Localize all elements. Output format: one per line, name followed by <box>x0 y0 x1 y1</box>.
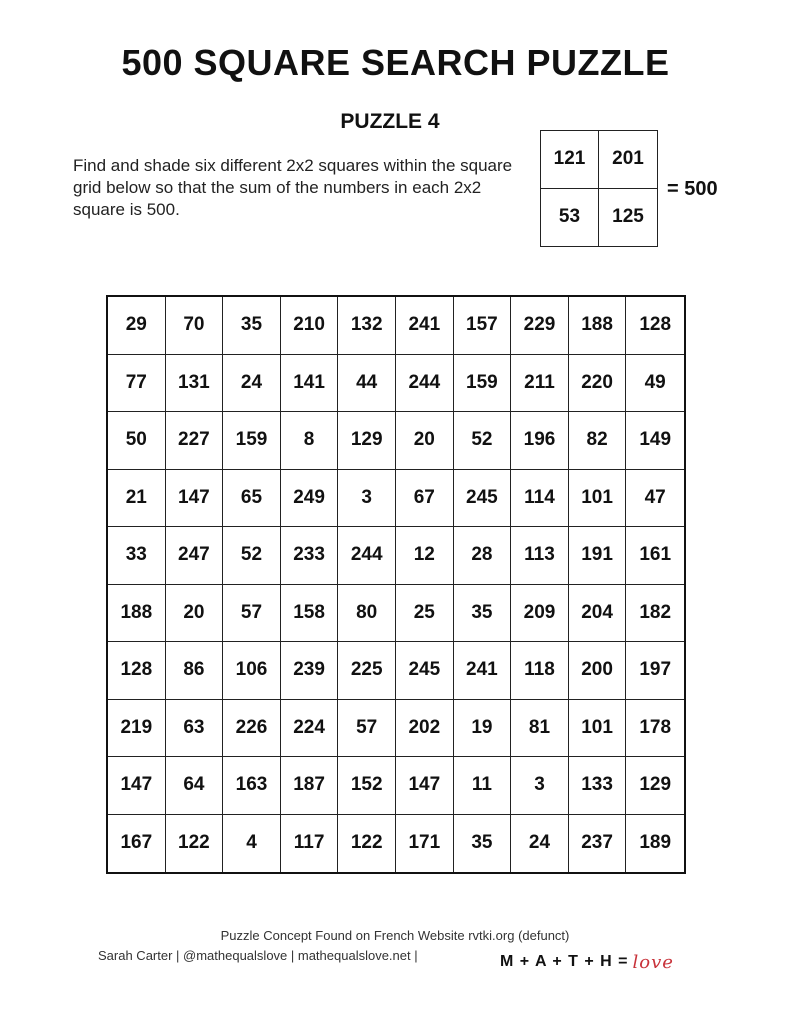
grid-cell[interactable]: 29 <box>108 297 166 355</box>
grid-cell[interactable]: 196 <box>511 412 569 470</box>
grid-cell[interactable]: 163 <box>223 757 281 815</box>
grid-cell[interactable]: 28 <box>454 527 512 585</box>
grid-cell[interactable]: 24 <box>511 815 569 873</box>
grid-cell[interactable]: 25 <box>396 585 454 643</box>
grid-cell[interactable]: 161 <box>626 527 684 585</box>
grid-cell[interactable]: 187 <box>281 757 339 815</box>
grid-cell[interactable]: 50 <box>108 412 166 470</box>
grid-cell[interactable]: 171 <box>396 815 454 873</box>
grid-cell[interactable]: 245 <box>454 470 512 528</box>
math-love-logo <box>500 950 674 974</box>
grid-cell[interactable]: 33 <box>108 527 166 585</box>
grid-cell[interactable]: 63 <box>166 700 224 758</box>
grid-cell[interactable]: 239 <box>281 642 339 700</box>
grid-cell[interactable]: 147 <box>108 757 166 815</box>
grid-cell[interactable]: 233 <box>281 527 339 585</box>
grid-cell[interactable]: 19 <box>454 700 512 758</box>
grid-cell[interactable]: 57 <box>223 585 281 643</box>
grid-cell[interactable]: 47 <box>626 470 684 528</box>
grid-cell[interactable]: 80 <box>338 585 396 643</box>
example-cell: 121 <box>541 131 599 189</box>
example-cell: 53 <box>541 189 599 247</box>
grid-cell[interactable]: 114 <box>511 470 569 528</box>
grid-cell[interactable]: 101 <box>569 470 627 528</box>
attribution-text: Sarah Carter | @mathequalslove | mathequalslove.net | <box>98 948 418 963</box>
logo-text: M + A + T + H = <box>500 953 629 970</box>
grid-cell[interactable]: 147 <box>396 757 454 815</box>
grid-cell[interactable]: 227 <box>166 412 224 470</box>
grid-cell[interactable]: 106 <box>223 642 281 700</box>
grid-cell[interactable]: 225 <box>338 642 396 700</box>
grid-cell[interactable]: 224 <box>281 700 339 758</box>
grid-cell[interactable]: 35 <box>454 815 512 873</box>
example-square <box>540 130 658 247</box>
grid-cell[interactable]: 197 <box>626 642 684 700</box>
grid-cell[interactable]: 101 <box>569 700 627 758</box>
grid-cell[interactable]: 167 <box>108 815 166 873</box>
grid-cell[interactable]: 20 <box>166 585 224 643</box>
grid-cell[interactable]: 128 <box>626 297 684 355</box>
grid-cell[interactable]: 77 <box>108 355 166 413</box>
grid-cell[interactable]: 244 <box>338 527 396 585</box>
grid-cell[interactable]: 128 <box>108 642 166 700</box>
grid-cell[interactable]: 210 <box>281 297 339 355</box>
grid-cell[interactable]: 20 <box>396 412 454 470</box>
grid-cell[interactable]: 11 <box>454 757 512 815</box>
grid-cell[interactable]: 178 <box>626 700 684 758</box>
grid-cell[interactable]: 152 <box>338 757 396 815</box>
example-cell: 201 <box>599 131 657 189</box>
credit-text: Puzzle Concept Found on French Website rvtki.org (defunct) <box>220 928 570 943</box>
grid-cell[interactable]: 149 <box>626 412 684 470</box>
grid-cell[interactable]: 158 <box>281 585 339 643</box>
grid-cell[interactable]: 131 <box>166 355 224 413</box>
grid-cell[interactable]: 118 <box>511 642 569 700</box>
grid-cell[interactable]: 159 <box>223 412 281 470</box>
grid-cell[interactable]: 64 <box>166 757 224 815</box>
grid-cell[interactable]: 247 <box>166 527 224 585</box>
grid-cell[interactable]: 35 <box>454 585 512 643</box>
grid-cell[interactable]: 129 <box>626 757 684 815</box>
grid-cell[interactable]: 249 <box>281 470 339 528</box>
grid-cell[interactable]: 81 <box>511 700 569 758</box>
grid-cell[interactable]: 129 <box>338 412 396 470</box>
grid-cell[interactable]: 67 <box>396 470 454 528</box>
grid-cell[interactable]: 12 <box>396 527 454 585</box>
grid-cell[interactable]: 49 <box>626 355 684 413</box>
grid-cell[interactable]: 188 <box>108 585 166 643</box>
grid-cell[interactable]: 241 <box>454 642 512 700</box>
grid-cell[interactable]: 57 <box>338 700 396 758</box>
grid-cell[interactable]: 8 <box>281 412 339 470</box>
grid-cell[interactable]: 141 <box>281 355 339 413</box>
grid-cell[interactable]: 211 <box>511 355 569 413</box>
grid-cell[interactable]: 159 <box>454 355 512 413</box>
grid-cell[interactable]: 122 <box>338 815 396 873</box>
grid-cell[interactable]: 209 <box>511 585 569 643</box>
puzzle-subtitle: PUZZLE 4 <box>340 110 440 133</box>
grid-cell[interactable]: 117 <box>281 815 339 873</box>
grid-cell[interactable]: 52 <box>454 412 512 470</box>
number-grid <box>106 295 686 874</box>
grid-cell[interactable]: 219 <box>108 700 166 758</box>
grid-cell[interactable]: 122 <box>166 815 224 873</box>
grid-cell[interactable]: 113 <box>511 527 569 585</box>
instructions-text: Find and shade six different 2x2 squares within the square grid below so that the sum of the numbers in each 2x2 square is 500. <box>73 156 513 219</box>
grid-cell[interactable]: 70 <box>166 297 224 355</box>
grid-cell[interactable]: 200 <box>569 642 627 700</box>
grid-cell[interactable]: 65 <box>223 470 281 528</box>
grid-cell[interactable]: 189 <box>639 832 672 854</box>
grid-cell[interactable]: 226 <box>223 700 281 758</box>
grid-cell[interactable]: 237 <box>569 815 627 873</box>
grid-cell[interactable]: 82 <box>569 412 627 470</box>
grid-cell[interactable]: 3 <box>511 757 569 815</box>
grid-cell[interactable]: 191 <box>569 527 627 585</box>
grid-cell[interactable]: 202 <box>396 700 454 758</box>
grid-cell[interactable]: 188 <box>569 297 627 355</box>
grid-cell[interactable]: 86 <box>166 642 224 700</box>
grid-cell[interactable]: 3 <box>338 470 396 528</box>
grid-cell[interactable]: 132 <box>338 297 396 355</box>
grid-cell[interactable]: 4 <box>223 815 281 873</box>
grid-cell[interactable]: 244 <box>396 355 454 413</box>
grid-cell[interactable]: 21 <box>108 470 166 528</box>
example-cell: 125 <box>612 206 644 228</box>
grid-cell[interactable]: 44 <box>338 355 396 413</box>
page-title: 500 SQUARE SEARCH PUZZLE <box>121 42 670 83</box>
grid-cell[interactable]: 241 <box>396 297 454 355</box>
grid-cell[interactable]: 157 <box>454 297 512 355</box>
grid-cell[interactable]: 35 <box>223 297 281 355</box>
grid-cell[interactable]: 147 <box>166 470 224 528</box>
grid-cell[interactable]: 24 <box>223 355 281 413</box>
grid-cell[interactable]: 245 <box>396 642 454 700</box>
grid-cell[interactable]: 133 <box>569 757 627 815</box>
grid-cell[interactable]: 220 <box>569 355 627 413</box>
grid-cell[interactable]: 229 <box>511 297 569 355</box>
example-sum: = 500 <box>667 178 718 200</box>
grid-cell[interactable]: 204 <box>569 585 627 643</box>
grid-cell[interactable]: 52 <box>223 527 281 585</box>
logo-love: love <box>632 951 674 973</box>
grid-cell[interactable]: 182 <box>626 585 684 643</box>
